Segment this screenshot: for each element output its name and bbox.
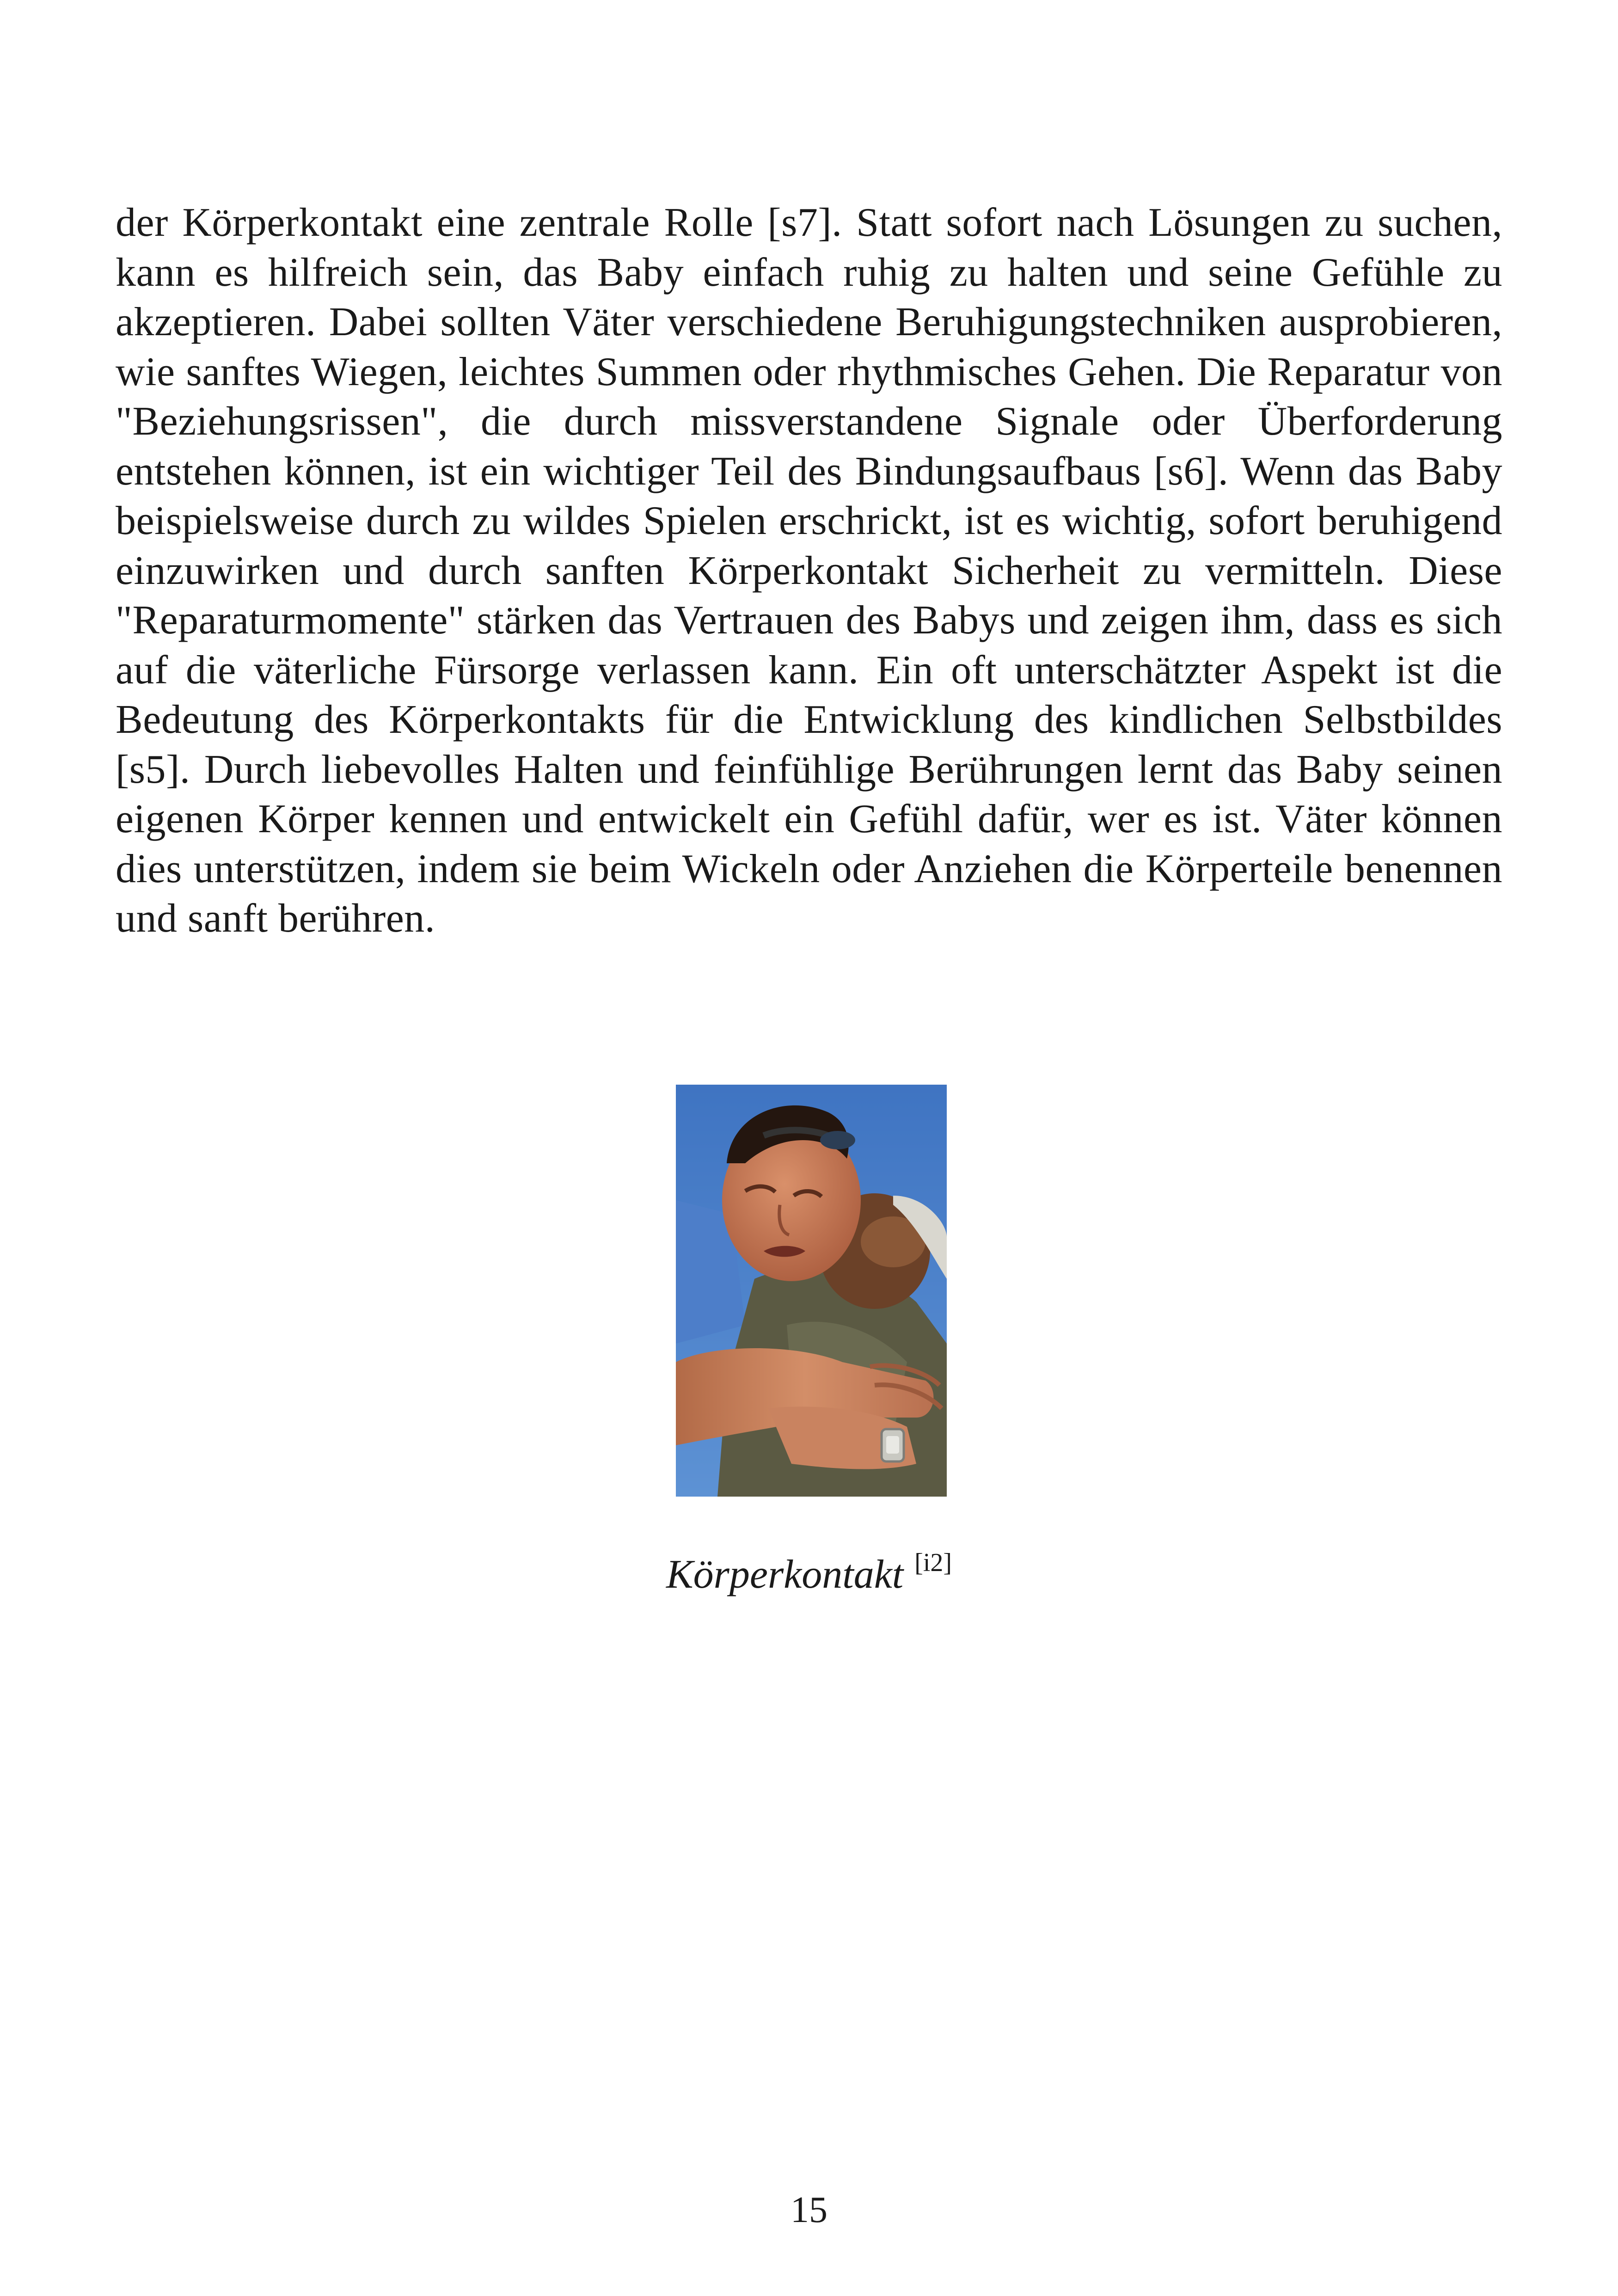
- figure-reference: [i2]: [914, 1548, 952, 1577]
- photo-embrace: [676, 1085, 947, 1497]
- page-number: 15: [791, 2190, 827, 2230]
- body-paragraph: der Körperkontakt eine zentrale Rolle [s7]. Statt sofort nach Lösungen zu suchen, kann es hilfreich sein, das Baby einfach ruhig zu halten und seine Gefühle zu akzeptieren. Dabei sollten Väter verschiedene Beruhigungstechniken ausprobieren, wie sanftes Wiegen, leichtes Summen oder rhythmisches Gehen. Die Reparatur von "Beziehungsrissen", die durch missverstandene Signale oder Überforderung entstehen können, ist ein wichtiger Teil des Bindungsaufbaus [s6]. Wenn das Baby beispielsweise durch zu wildes Spielen erschrickt, ist es wichtig, sofort beruhigend einzuwirken und durch sanften Körperkontakt Sicherheit zu vermitteln. Diese "Reparaturmomente" stärken das Vertrauen des Babys und zeigen ihm, dass es sich auf die väterliche Fürsorge verlassen kann. Ein oft unterschätzter Aspekt ist die Bedeutung des Körperkontakts für die Entwicklung des kindlichen Selbstbildes [s5]. Durch liebevolles Halten und feinfühlige Berührungen lernt das Baby seinen eigenen Körper kennen und entwickelt ein Gefühl dafür, wer es ist. Väter können dies unterstützen, indem sie beim Wickeln oder Anziehen die Körperteile benennen und sanft berühren.: [116, 200, 1502, 941]
- figure-caption: [0, 1535, 1618, 1602]
- figure-caption-title: Körperkontakt: [666, 1552, 904, 1597]
